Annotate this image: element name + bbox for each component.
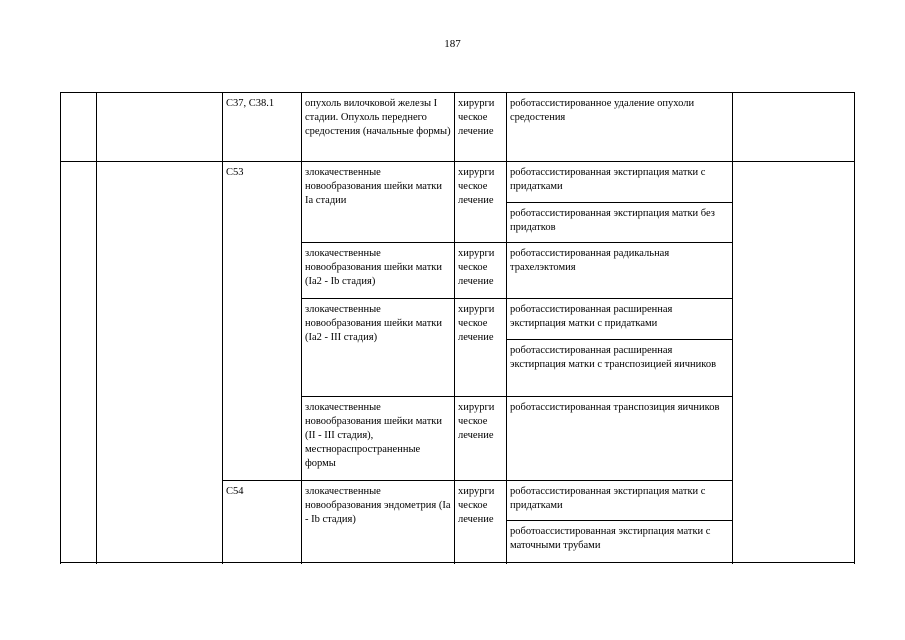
diagnosis-cell [302, 397, 455, 481]
treatment-type-text: хирурги ческое лечение [458, 304, 495, 343]
empty-cell [97, 93, 223, 162]
method-cell [507, 299, 733, 340]
table-row [61, 162, 855, 203]
method-text: роботассистированная транспозиция яичников [510, 402, 720, 413]
method-text: роботассистированная расширенная экстирпация матки с придатками [510, 304, 673, 329]
diagnosis-cell [302, 299, 455, 397]
page-number: 187 [444, 38, 461, 50]
diagnosis-text: злокачественные новообразования эндометрия (Ia - Ib стадия) [305, 486, 451, 525]
treatment-type-text: хирурги ческое лечение [458, 486, 495, 525]
treatment-type-text: хирурги ческое лечение [458, 167, 495, 206]
method-cell [507, 397, 733, 481]
medical-care-table [60, 92, 855, 563]
treatment-type-text: хирурги ческое лечение [458, 402, 495, 441]
treatment-type-cell [455, 397, 507, 481]
treatment-type-cell [455, 162, 507, 243]
diagnosis-text: злокачественные новообразования шейки матки (II - III стадия), местнораспространенные формы [305, 402, 442, 469]
diagnosis-cell [302, 481, 455, 563]
method-text: роботассистированная экстирпация матки без придатков [510, 208, 715, 233]
treatment-type-cell [455, 243, 507, 299]
method-text: роботассистированная экстирпация матки с придатками [510, 167, 706, 192]
method-text: роботоассистированная экстирпация матки с маточными трубами [510, 526, 711, 551]
diagnosis-text: злокачественные новообразования шейки матки Ia стадии [305, 167, 442, 206]
method-cell [507, 243, 733, 299]
diagnosis-cell [302, 162, 455, 243]
treatment-type-cell [455, 299, 507, 397]
treatment-type-text: хирурги ческое лечение [458, 98, 495, 137]
method-cell [507, 340, 733, 397]
empty-cell [61, 162, 97, 563]
diagnosis-text: злокачественные новообразования шейки матки (Ia2 - III стадия) [305, 304, 442, 343]
method-cell [507, 162, 733, 203]
empty-cell [97, 162, 223, 563]
empty-cell [733, 93, 855, 162]
icd-code-cell [223, 162, 302, 481]
diagnosis-text: злокачественные новообразования шейки матки (Ia2 - Ib стадия) [305, 248, 442, 287]
icd-code-text: C37, C38.1 [226, 98, 275, 109]
diagnosis-cell [302, 93, 455, 162]
icd-code-text: C53 [226, 167, 244, 178]
method-text: роботассистированная расширенная экстирпация матки с транспозицией яичников [510, 345, 717, 370]
empty-cell [733, 162, 855, 563]
treatment-type-cell [455, 481, 507, 563]
method-cell [507, 93, 733, 162]
method-cell [507, 481, 733, 521]
icd-code-text: C54 [226, 486, 244, 497]
treatment-type-cell [455, 93, 507, 162]
method-cell [507, 521, 733, 563]
empty-cell [61, 93, 97, 162]
treatment-type-text: хирурги ческое лечение [458, 248, 495, 287]
diagnosis-cell [302, 243, 455, 299]
method-text: роботассистированная радикальная трахелэктомия [510, 248, 670, 273]
icd-code-cell [223, 481, 302, 563]
method-text: роботассистированное удаление опухоли средостения [510, 98, 695, 123]
diagnosis-text: опухоль вилочковой железы I стадии. Опухоль переднего средостения (начальные формы) [305, 98, 451, 137]
method-text: роботассистированная экстирпация матки с придатками [510, 486, 706, 511]
table-row [61, 93, 855, 162]
method-cell [507, 203, 733, 243]
icd-code-cell [223, 93, 302, 162]
